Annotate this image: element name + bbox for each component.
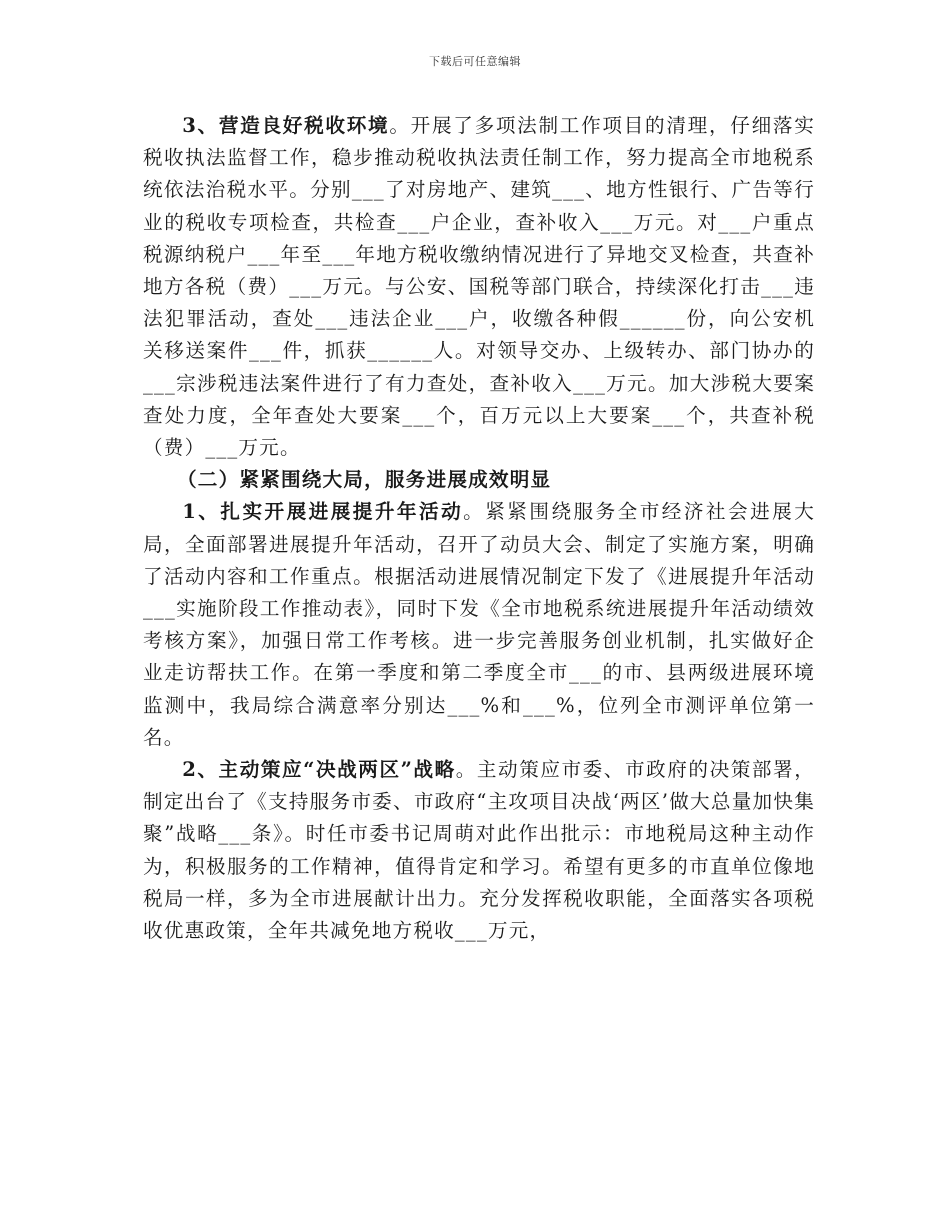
document-body [143,110,815,947]
paragraph-lead: 1、扎实开展进展提升年活动 [182,500,464,524]
paragraph-lead: 3、营造良好税收环境 [182,114,390,137]
paragraph-text: 。主动策应市委、市政府的决策部署，制定出台了《支持服务市委、市政府“主攻项目决战‘两区’做大总量加快集聚”战略___条》。时任市委书记周萌对此作出批示：市地税局这种主动作为，积极服务的工作精神，值得肯定和学习。希望有更多的市直单位像地税局一样，多为全市进展献计出力。充分发挥税收职能，全面落实各项税收优惠政策，全年共减免地方税收___万元， [143,758,815,943]
page-header: 下载后可任意编辑 [429,55,521,68]
paragraph-development-year [143,496,815,754]
paragraph-text: 。开展了多项法制工作项目的清理，仔细落实税收执法监督工作，稳步推动税收执法责任制工作，努力提高全市地税系统依法治税水平。分别___了对房地产、建筑___、地方性银行、广告等行业的税收专项检查，共检查___户企业，查补收入___万元。对___户重点税源纳税户___年至___年地方税收缴纳情况进行了异地交叉检查，共查补地方各税（费）___万元。与公安、国税等部门联合，持续深化打击___违法犯罪活动，查处___违法企业___户，收缴各种假______份，向公安机关移送案件___件，抓获______人。对领导交办、上级转办、部门协办的___宗涉税违法案件进行了有力查处，查补收入___万元。加大涉税大要案查处力度，全年查处大要案___个，百万元以上大要案___个，共查补税（费）___万元。 [143,114,815,460]
paragraph-text: 。紧紧围绕服务全市经济社会进展大局，全面部署进展提升年活动，召开了动员大会、制定了实施方案，明确了活动内容和工作重点。根据活动进展情况制定下发了《进展提升年活动___实施阶段工作推动表》，同时下发《全市地税系统进展提升年活动绩效考核方案》，加强日常工作考核。进一步完善服务创业机制，扎实做好企业走访帮扶工作。在第一季度和第二季度全市___的市、县两级进展环境监测中，我局综合满意率分别达___%和___%，位列全市测评单位第一名。 [143,500,816,749]
paragraph-two-zones-strategy [143,754,815,947]
paragraph-tax-environment [143,110,815,464]
paragraph-lead: 2、主动策应“决战两区”战略 [182,758,456,782]
section-heading: （二）紧紧围绕大局，服务进展成效明显 [177,468,552,492]
